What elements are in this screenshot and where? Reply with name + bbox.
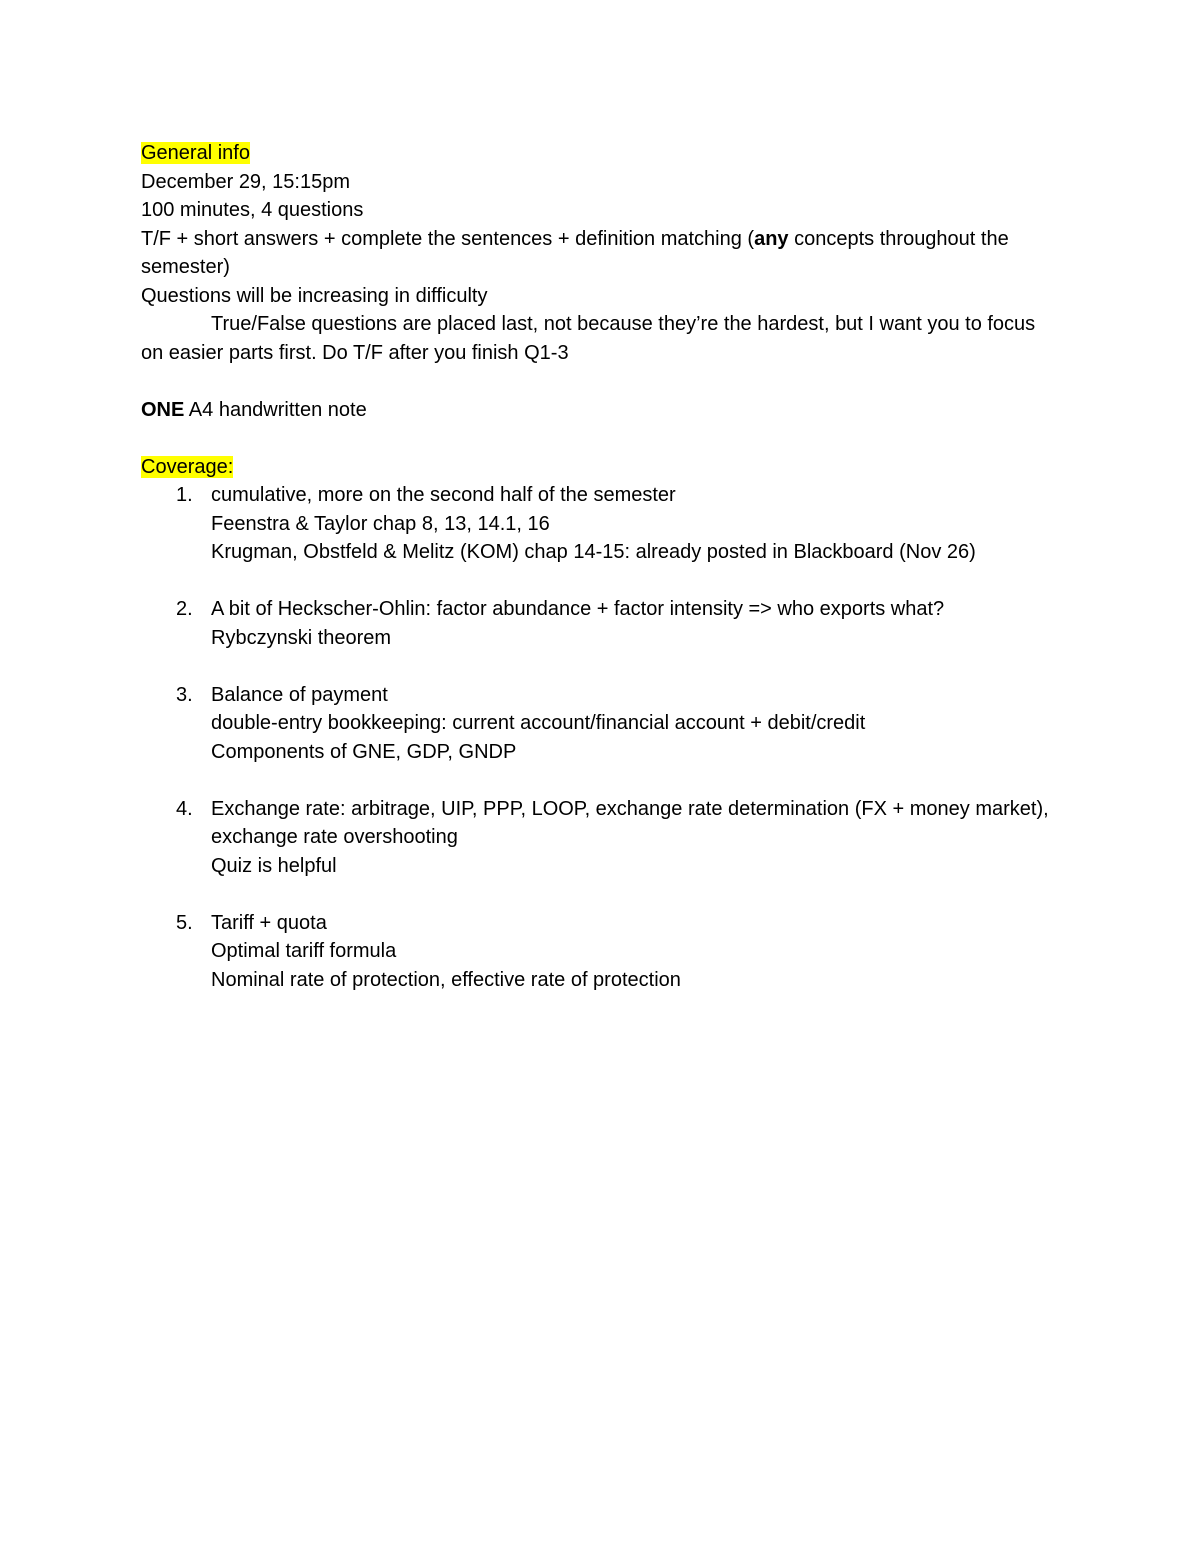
coverage-heading-text: Coverage — [141, 455, 228, 478]
handwritten-note-rest: A4 handwritten note — [184, 398, 367, 421]
coverage-list — [141, 481, 1051, 994]
list-item-line: Balance of payment — [211, 683, 388, 706]
spacer — [141, 424, 1051, 453]
exam-format-after: concepts throughout the semester) — [141, 227, 1009, 278]
list-item-number: 3. — [176, 683, 193, 706]
list-item — [141, 909, 1051, 995]
list-item-line: A bit of Heckscher-Ohlin: factor abundance + factor intensity => who exports what? — [211, 598, 945, 620]
handwritten-note-rule — [141, 396, 1051, 425]
general-info-heading: General info — [141, 142, 250, 164]
list-item-number: 5. — [176, 911, 193, 934]
general-info-heading-line — [141, 139, 1051, 168]
true-false-note: True/False questions are placed last, not because they’re the hardest, but I want you to focus on easier parts first. Do T/F after you finish Q1-3 — [141, 313, 1036, 364]
list-item-line: Tariff + quota — [211, 911, 327, 934]
list-item — [141, 481, 1051, 567]
exam-format-bold: any — [754, 227, 789, 250]
coverage-heading — [141, 456, 233, 478]
difficulty-note: Questions will be increasing in difficulty — [141, 284, 488, 307]
document-page — [141, 139, 1051, 1023]
list-item-line: Components of GNE, GDP, GNDP — [211, 740, 517, 763]
list-item-line: Optimal tariff formula — [211, 940, 397, 962]
exam-format-before: T/F + short answers + complete the sentences + definition matching ( — [141, 227, 755, 250]
list-item-number: 4. — [176, 797, 193, 820]
list-item-line: cumulative, more on the second half of the semester — [211, 484, 676, 506]
list-item-line: Feenstra & Taylor chap 8, 13, 14.1, 16 — [211, 512, 550, 535]
list-item-line: Krugman, Obstfeld & Melitz (KOM) chap 14-15: already posted in Blackboard (Nov 26) — [211, 541, 976, 563]
list-item-line: Rybczynski theorem — [211, 626, 392, 649]
list-item-line: Quiz is helpful — [211, 854, 337, 877]
exam-format — [141, 225, 1051, 282]
list-item-line: Exchange rate: arbitrage, UIP, PPP, LOOP, exchange rate determination (FX + money market), exchange rate overshooting — [211, 797, 1049, 848]
list-item — [141, 795, 1051, 881]
list-item-number: 2. — [176, 598, 193, 620]
spacer — [141, 367, 1051, 396]
list-item — [141, 595, 1051, 652]
coverage-heading-colon: : — [227, 455, 234, 478]
list-item-number: 1. — [176, 484, 193, 506]
exam-duration: 100 minutes, 4 questions — [141, 199, 364, 221]
coverage-heading-line — [141, 453, 1051, 482]
handwritten-note-bold: ONE — [141, 398, 185, 421]
exam-date: December 29, 15:15pm — [141, 170, 351, 193]
list-item — [141, 681, 1051, 767]
list-item-line: Nominal rate of protection, effective rate of protection — [211, 968, 681, 991]
list-item-line: double-entry bookkeeping: current account/financial account + debit/credit — [211, 712, 866, 734]
